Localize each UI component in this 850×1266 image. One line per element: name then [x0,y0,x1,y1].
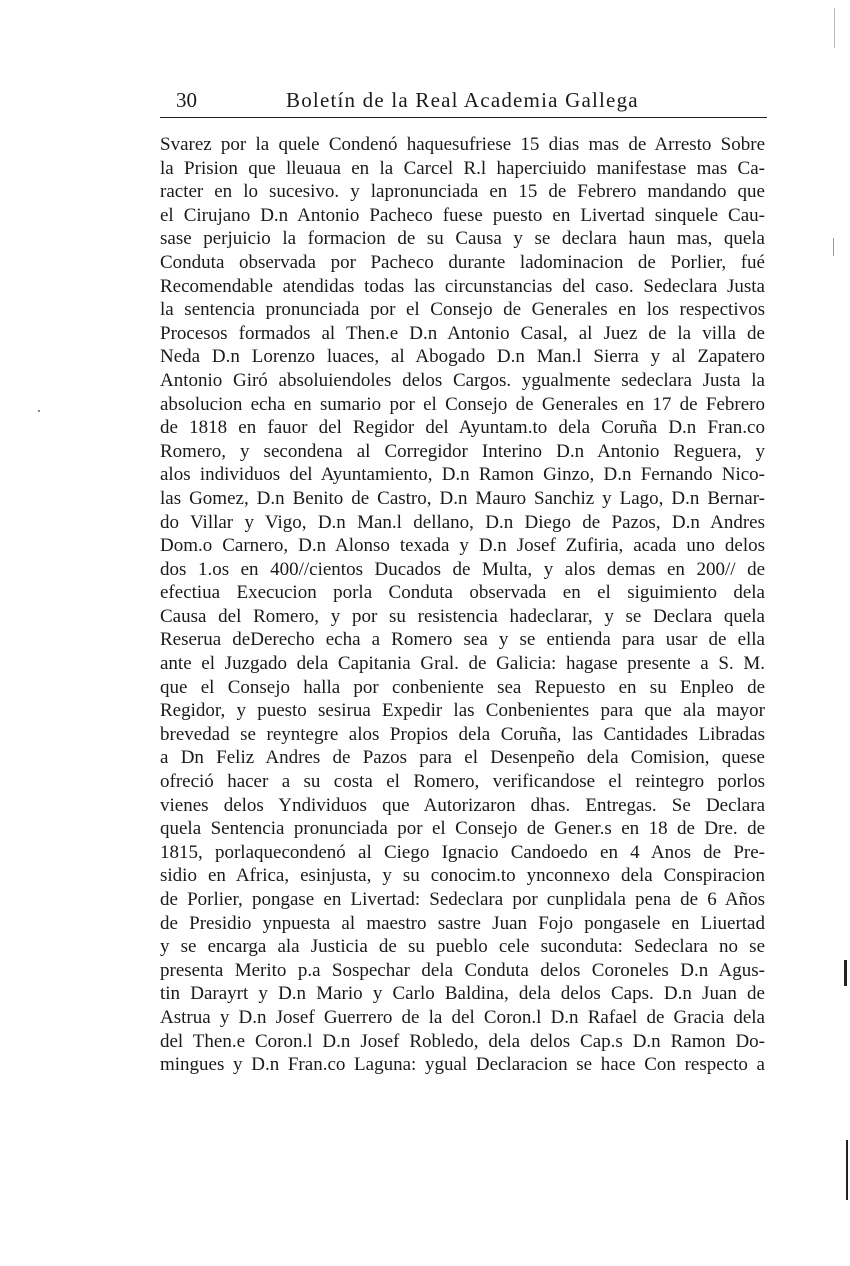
text-line: la Prision que lleuaua en la Carcel R.l haperciuido manifestase mas Ca- [160,157,765,179]
text-line: Procesos formados al Then.e D.n Antonio Casal, al Juez de la villa de [160,322,765,344]
text-line: Recomendable atendidas todas las circunstancias del caso. Sedeclara Justa [160,275,765,297]
text-line: Svarez por la quele Condenó haquesufriese 15 dias mas de Arresto Sobre [160,134,765,155]
page-number: 30 [176,88,197,112]
page-header [160,86,765,116]
text-line: Neda D.n Lorenzo luaces, al Abogado D.n Man.l Sierra y al Zapatero [160,346,765,368]
text-line: tin Darayrt y D.n Mario y Carlo Baldina, dela delos Caps. D.n Juan de [160,983,765,1005]
text-line: Conduta observada por Pacheco durante ladominacion de Porlier, fué [160,251,765,273]
text-line: ofreció hacer a su costa el Romero, verificandose el reintegro porlos [160,771,765,793]
text-line: absolucion echa en sumario por el Consejo de Generales en 17 de Febrero [160,393,765,415]
text-line: sase perjuicio la formacion de su Causa y se declara haun mas, quela [160,228,765,250]
text-line: ante el Juzgado dela Capitania Gral. de Galicia: hagase presente a S. M. [160,653,765,675]
text-line: sidio en Africa, esinjusta, y su conocim.to ynconnexo dela Conspiracion [160,865,765,887]
running-title: Boletín de la Real Academia Gallega [286,88,639,112]
text-line: dos 1.os en 400//cientos Ducados de Multa, y alos demas en 200// de [160,558,765,580]
text-line: Regidor, y puesto sesirua Expedir las Conbenientes para que ala mayor [160,700,765,722]
scan-mark [833,238,834,256]
text-line: do Villar y Vigo, D.n Man.l dellano, D.n Diego de Pazos, D.n Andres [160,511,765,533]
text-line: Antonio Giró absoluiendoles delos Cargos. ygualmente sedeclara Justa la [160,369,765,391]
text-line: racter en lo sucesivo. y lapronunciada en 15 de Febrero mandando que [160,181,765,203]
scan-mark [38,410,40,412]
text-line: presenta Merito p.a Sospechar dela Conduta delos Coroneles D.n Agus- [160,959,765,981]
text-line: mingues y D.n Fran.co Laguna: ygual Declaracion se hace Con respecto a [160,1054,765,1076]
text-line: del Then.e Coron.l D.n Josef Robledo, dela delos Cap.s D.n Ramon Do- [160,1030,765,1052]
text-line: brevedad se reyntegre alos Propios dela Coruña, las Cantidades Libradas [160,723,765,745]
text-line: quela Sentencia pronunciada por el Consejo de Gener.s en 18 de Dre. de [160,818,765,840]
text-line: y se encarga ala Justicia de su pueblo cele suconduta: Sedeclara no se [160,936,765,958]
text-line: que el Consejo halla por conbeniente sea Repuesto en su Enpleo de [160,676,765,698]
body-text [160,133,765,1077]
text-line: a Dn Feliz Andres de Pazos para el Desenpeño dela Comision, quese [160,747,765,769]
text-line: la sentencia pronunciada por el Consejo de Generales en los respectivos [160,299,765,321]
scan-mark [834,8,835,48]
scan-mark [846,1140,848,1200]
text-line: de 1818 en fauor del Regidor del Ayuntam.to dela Coruña D.n Fran.co [160,417,765,439]
text-line: Romero, y secondena al Corregidor Interino D.n Antonio Reguera, y [160,440,765,462]
text-line: alos individuos del Ayuntamiento, D.n Ramon Ginzo, D.n Fernando Nico- [160,464,765,486]
text-line: el Cirujano D.n Antonio Pacheco fuese puesto en Livertad sinquele Cau- [160,204,765,226]
text-line: Dom.o Carnero, D.n Alonso texada y D.n Josef Zufiria, acada uno delos [160,535,765,557]
header-rule [160,117,767,118]
text-line: de Porlier, pongase en Livertad: Sedeclara por cunplidala pena de 6 Años [160,889,765,910]
text-line: efectiua Execucion porla Conduta observada en el siguimiento dela [160,582,765,604]
text-line: vienes delos Yndividuos que Autorizaron dhas. Entregas. Se Declara [160,794,765,816]
text-line: Reserua deDerecho echa a Romero sea y se entienda para usar de ella [160,629,765,651]
text-line: 1815, porlaquecondenó al Ciego Ignacio Candoedo en 4 Anos de Pre- [160,841,765,863]
text-line: Astrua y D.n Josef Guerrero de la del Coron.l D.n Rafael de Gracia dela [160,1006,765,1028]
text-line: Causa del Romero, y por su resistencia hadeclarar, y se Declara quela [160,605,765,627]
text-line: las Gomez, D.n Benito de Castro, D.n Mauro Sanchiz y Lago, D.n Bernar- [160,487,765,509]
scan-mark [844,960,847,986]
text-line: de Presidio ynpuesta al maestro sastre Juan Fojo pongasele en Liuertad [160,912,765,934]
